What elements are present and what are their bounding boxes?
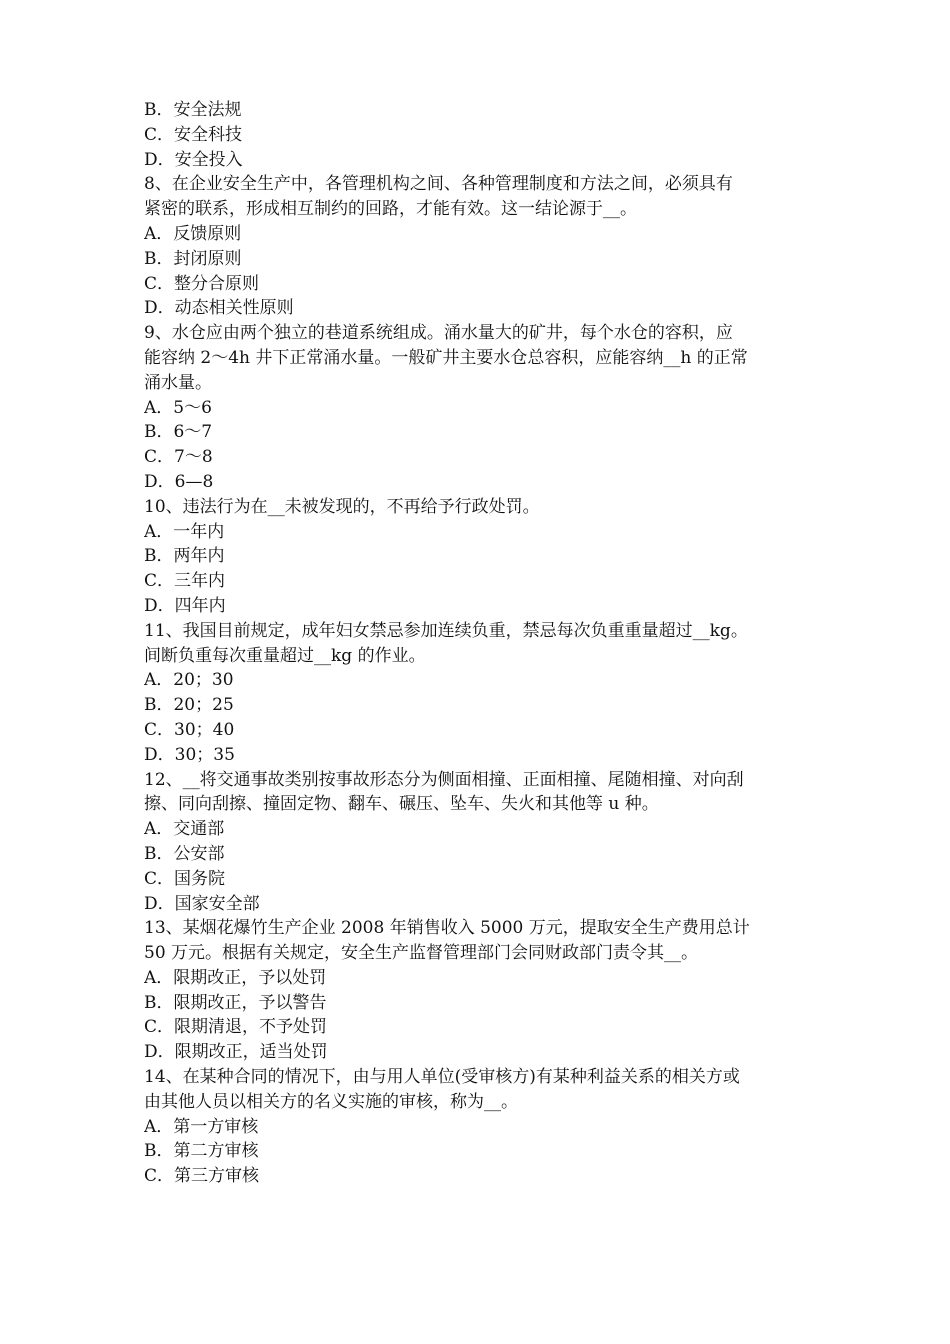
document-page [144,98,814,1189]
answer-option: C．整分合原则 [144,273,260,294]
answer-option: A．一年内 [144,521,225,542]
answer-option: C．第三方审核 [144,1166,260,1187]
question-text: 能容纳 2～4h 井下正常涌水量。一般矿井主要水仓总容积，应能容纳__h 的正常 [144,347,748,368]
text-line: C．安全科技 [144,124,243,145]
answer-option: A．限期改正，予以处罚 [144,967,327,988]
answer-option: B．6～7 [144,422,213,443]
answer-option: A．20；30 [144,670,234,691]
question-text: 11、我国目前规定，成年妇女禁忌参加连续负重，禁忌每次负重重量超过__kg。 [144,620,748,641]
answer-option: C．7～8 [144,447,213,468]
answer-option: A．交通部 [144,819,225,840]
question-text: 间断负重每次重量超过__kg 的作业。 [144,645,426,666]
question-text: 8、在企业安全生产中，各管理机构之间、各种管理制度和方法之间，必须具有 [144,174,733,195]
answer-option: B．两年内 [144,546,225,567]
answer-option: A．第一方审核 [144,1116,259,1137]
text-line: D．安全投入 [144,149,243,170]
answer-option: B．封闭原则 [144,248,242,269]
answer-option: C．三年内 [144,571,226,592]
answer-option: B．第二方审核 [144,1141,259,1162]
answer-option: A．5～6 [144,397,212,418]
question-text: 由其他人员以相关方的名义实施的审核，称为__。 [144,1091,518,1112]
answer-option: C．国务院 [144,868,226,889]
answer-option: D．限期改正，适当处罚 [144,1042,328,1063]
answer-option: C．限期清退，不予处罚 [144,1017,328,1038]
question-text: 12、__将交通事故类别按事故形态分为侧面相撞、正面相撞、尾随相撞、对向刮 [144,769,744,790]
answer-option: D．30；35 [144,744,235,765]
question-text: 50 万元。根据有关规定，安全生产监督管理部门会同财政部门责令其__。 [144,943,699,964]
question-text: 10、违法行为在__未被发现的，不再给予行政处罚。 [144,496,540,517]
answer-option: A．反馈原则 [144,223,242,244]
question-text: 13、某烟花爆竹生产企业 2008 年销售收入 5000 万元，提取安全生产费用总计 [144,918,750,939]
answer-option: D．四年内 [144,595,226,616]
answer-option: D．动态相关性原则 [144,298,294,319]
answer-option: D．6—8 [144,471,214,492]
question-text: 擦、同向刮擦、撞固定物、翻车、碾压、坠车、失火和其他等 u 种。 [144,794,659,815]
answer-option: B．公安部 [144,843,225,864]
answer-option: B．20；25 [144,695,234,716]
answer-option: C．30；40 [144,719,235,740]
answer-option: B．限期改正，予以警告 [144,992,327,1013]
question-text: 14、在某种合同的情况下，由与用人单位(受审核方)有某种利益关系的相关方或 [144,1067,740,1088]
answer-option: D．国家安全部 [144,893,260,914]
question-text: 9、水仓应由两个独立的巷道系统组成。涌水量大的矿井，每个水仓的容积，应 [144,323,733,344]
question-text: 紧密的联系，形成相互制约的回路，才能有效。这一结论源于__。 [144,199,637,220]
question-text: 涌水量。 [144,372,212,393]
text-line: B．安全法规 [144,100,242,120]
